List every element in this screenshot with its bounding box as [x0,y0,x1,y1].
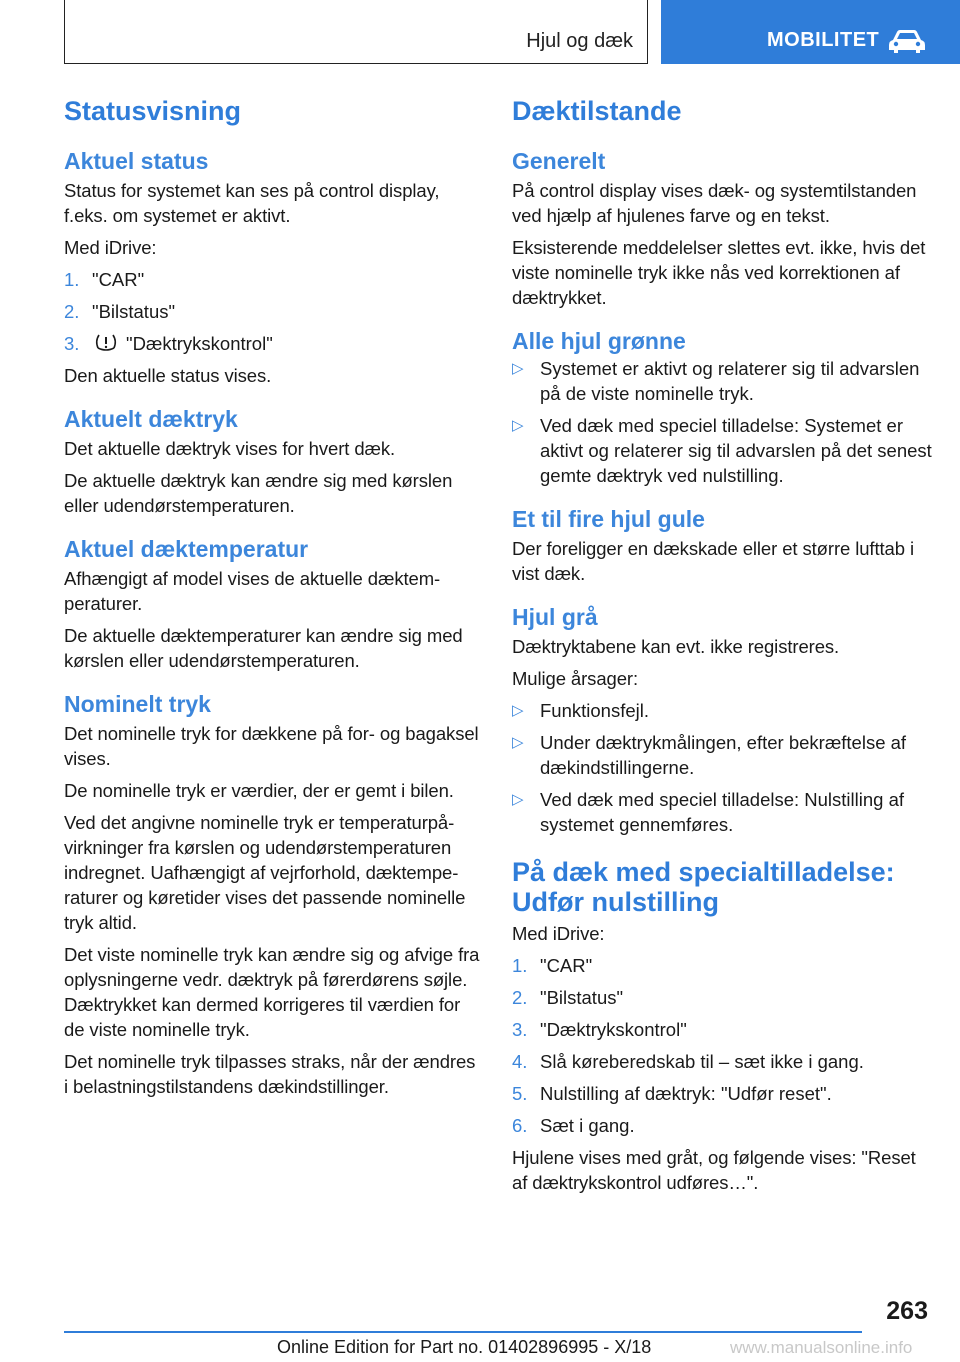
list-item [512,985,932,1010]
edition-text: Online Edition for Part no. 01402896995 - X/18 [277,1337,652,1357]
idrive-steps-list [64,267,480,356]
step-text: "CAR" [540,955,593,976]
triangle-bullet-icon: ▷ [512,702,524,719]
header-chapter-title: MOBILITET [767,29,880,51]
triangle-bullet-icon: ▷ [512,791,524,808]
paragraph: Det aktuelle dæktryk vises for hvert dæk. [64,438,396,459]
aktuel-status-heading: Aktuel status [64,148,209,174]
step-number: 1. [512,955,528,976]
footer-divider [64,1331,862,1333]
right-column [512,96,932,1205]
paragraph: Hjulene vises med gråt, og følgende vises: "Reset af dæktrykskontrol udføres…". [512,1147,916,1193]
paragraph: Dæktryktabene kan evt. ikke registreres. [512,636,840,657]
list-item [512,1081,932,1106]
step-text: "Bilstatus" [540,987,624,1008]
watermark-text: www.manualsonline.info [730,1338,913,1357]
paragraph: Med iDrive: [512,923,605,944]
paragraph: På control display vises dæk- og systemtilstanden ved hjælp af hjulenes farve og en tekst. [512,180,917,226]
tire-warning-icon [94,333,118,353]
paragraph: Eksisterende meddelelser slettes evt. ikke, hvis det viste nominelle tryk ikke nås ved korrektionen af dæktrykket. [512,237,926,308]
paragraph: Der foreligger en dækskade eller et større lufttab i vist dæk. [512,538,914,584]
paragraph: De nominelle tryk er værdier, der er gemt i bilen. [64,780,454,801]
step-text: "CAR" [92,269,145,290]
paragraph: Status for systemet kan ses på control display, f.eks. om systemet er aktivt. [64,180,440,226]
list-item [512,1049,932,1074]
triangle-bullet-icon: ▷ [512,734,524,751]
paragraph: Afhængigt af model vises de aktuelle dæktemperaturer. [64,568,441,614]
step-text: "Dæktrykskontrol" [126,333,273,354]
header-chapter-box [661,0,960,64]
step-number: 2. [512,987,528,1008]
reset-steps-list [512,953,932,1138]
header-section-title: Hjul og dæk [526,30,633,52]
step-text: "Bilstatus" [92,301,176,322]
nominelt-tryk-section [64,683,480,1099]
alle-hjul-groenne-section [512,320,932,488]
bullet-list [512,356,932,488]
list-item [64,267,480,292]
paragraph: Det nominelle tryk for dækkene på for- og bagaksel vises. [64,723,479,769]
step-text: "Dæktrykskontrol" [540,1019,687,1040]
bullet-text: Under dæktrykmålingen, efter bekræftelse af dækindstillingerne. [540,732,907,778]
aktuel-status-section [64,140,480,388]
aktuelt-daektryk-section [64,398,480,518]
daektilstande-title: Dæktilstande [512,96,682,126]
step-number: 2. [64,301,80,322]
triangle-bullet-icon: ▷ [512,417,524,434]
paragraph: Det viste nominelle tryk kan ændre sig og afvige fra oplysningerne vedr. dæktryk på førerdørens søjle. Dæktrykket kan dermed korrigeres til værdien for de viste nominelle tryk. [64,944,480,1040]
list-item [64,331,480,356]
nominelt-tryk-heading: Nominelt tryk [64,691,211,717]
paragraph: Den aktuelle status vises. [64,365,272,386]
triangle-bullet-icon: ▷ [512,360,524,377]
paragraph: Ved det angivne nominelle tryk er temperaturpåvirkninger fra kørslen og udendørstemperaturen indregnet. Uafhængigt af vejrforhold, dæktemperaturer og køretider vises det passende nominelle tryk altid. [64,812,466,933]
et-til-fire-hjul-gule-heading: Et til fire hjul gule [512,506,705,532]
list-item [512,787,932,837]
step-number: 6. [512,1115,528,1136]
list-item [64,299,480,324]
list-item [512,730,932,780]
step-text: Slå køreberedskab til – sæt ikke i gang. [540,1051,864,1072]
paragraph: Med iDrive: [64,237,157,258]
hjul-graa-section [512,596,932,837]
et-til-fire-hjul-gule-section [512,498,932,586]
paragraph: Mulige årsager: [512,668,639,689]
page-number: 263 [886,1297,928,1325]
alle-hjul-groenne-heading: Alle hjul grønne [512,328,686,354]
step-text: Nulstilling af dæktryk: "Udfør reset". [540,1083,832,1104]
paragraph: De aktuelle dæktryk kan ændre sig med kørslen eller udendørstemperaturen. [64,470,453,516]
list-item [512,698,932,723]
special-section [512,847,932,1195]
header-section-box [64,0,648,64]
generelt-section [512,140,932,310]
list-item [512,1113,932,1138]
list-item [512,1017,932,1042]
step-number: 3. [512,1019,528,1040]
step-number: 3. [64,333,80,354]
bullet-text: Ved dæk med speciel tilladelse: Nulstilling af systemet gennemføres. [540,789,905,835]
paragraph: De aktuelle dæktemperaturer kan ændre sig med kørslen eller udendørstemperaturen. [64,625,463,671]
special-heading: På dæk med specialtilladelse: Udfør nulstilling [512,857,895,917]
list-item [512,356,932,406]
step-number: 4. [512,1051,528,1072]
paragraph: Det nominelle tryk tilpasses straks, når der ændres i belastningstilstandens dækindstillinger. [64,1051,476,1097]
aktuel-daektemperatur-heading: Aktuel dæktemperatur [64,536,309,562]
aktuelt-daektryk-heading: Aktuelt dæktryk [64,406,238,432]
step-number: 5. [512,1083,528,1104]
generelt-heading: Generelt [512,148,606,174]
bullet-list [512,698,932,837]
step-text: Sæt i gang. [540,1115,635,1136]
statusvisning-title: Statusvisning [64,96,242,126]
car-icon [887,28,927,54]
list-item [512,413,932,488]
hjul-graa-heading: Hjul grå [512,604,598,630]
aktuel-daektemperatur-section [64,528,480,673]
bullet-text: Funktionsfejl. [540,700,649,721]
bullet-text: Systemet er aktivt og relaterer sig til advarslen på de viste nominelle tryk. [540,358,920,404]
bullet-text: Ved dæk med speciel tilladelse: Systemet er aktivt og relaterer sig til advarslen på det senest gemte dæktryk ved nulstilling. [540,415,932,486]
step-number: 1. [64,269,80,290]
list-item [512,953,932,978]
left-column [64,96,480,1109]
